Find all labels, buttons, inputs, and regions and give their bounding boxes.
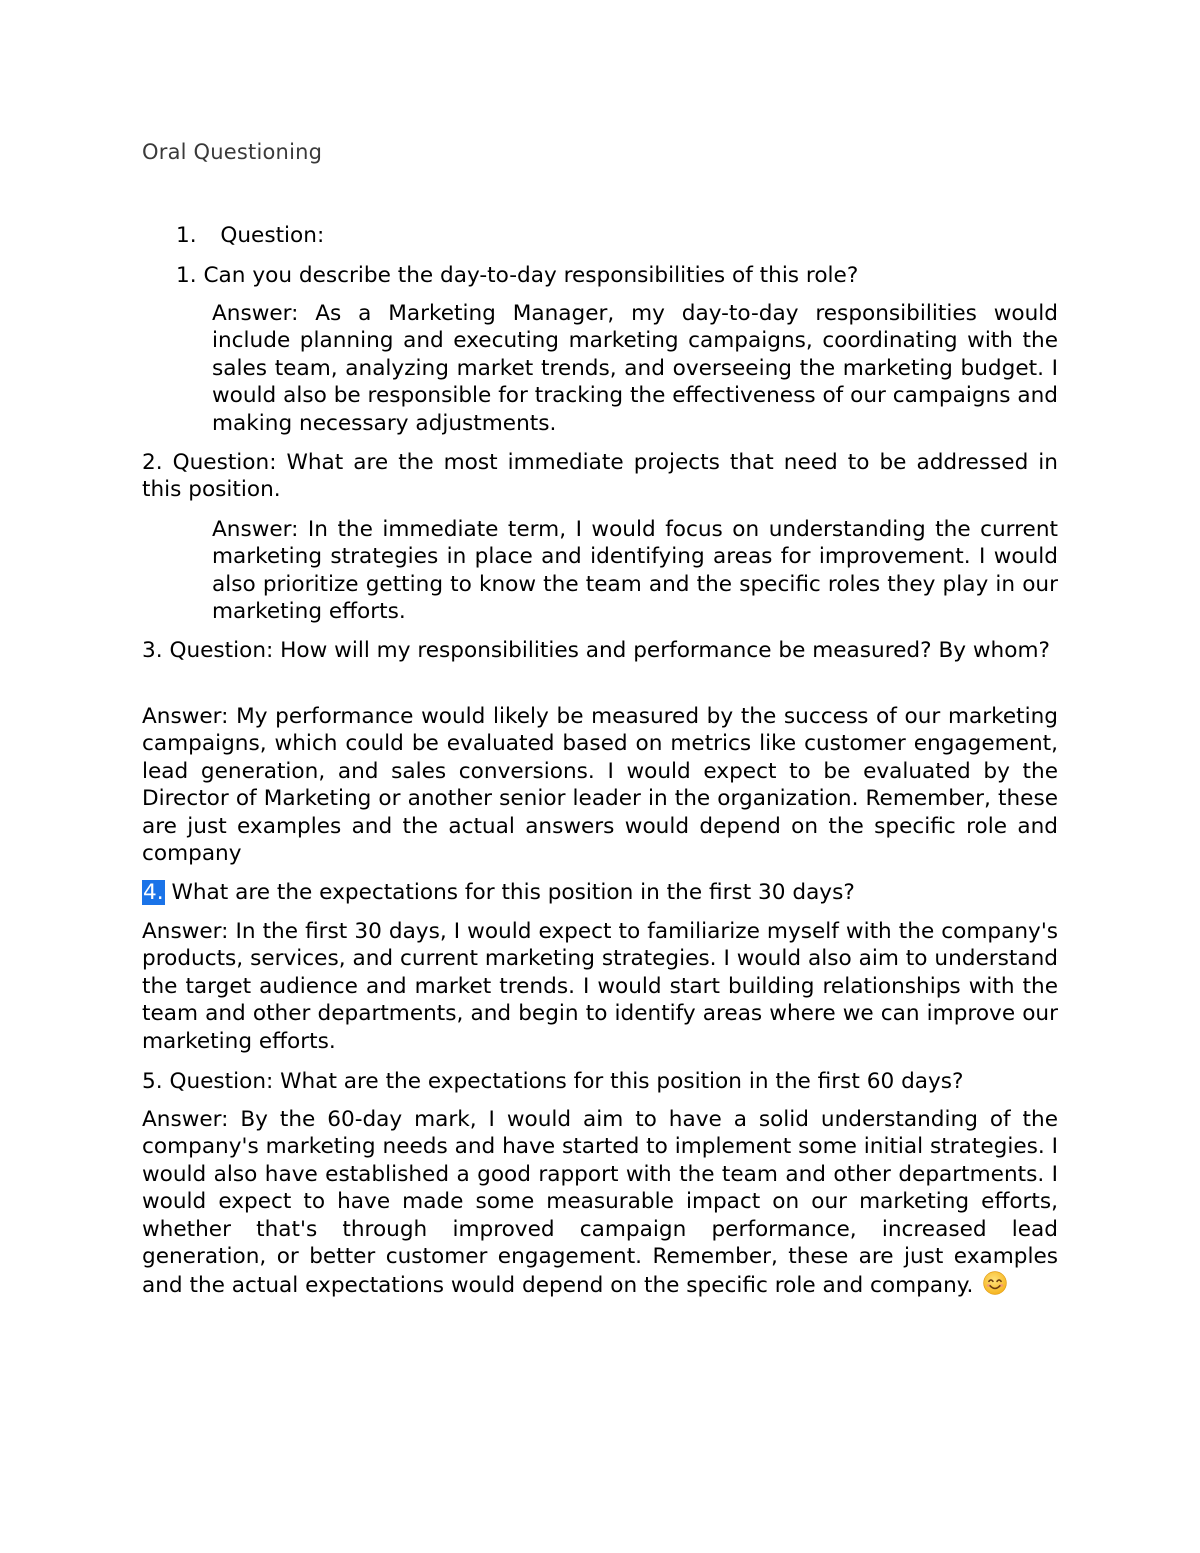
question-3: 3. Question: How will my responsibilities and performance be measured? By whom? — [142, 638, 1050, 663]
question-1 — [176, 262, 858, 289]
list-heading-text: Question: — [220, 223, 325, 248]
smiling-face-icon — [982, 1270, 1008, 1296]
question-5: 5. Question: What are the expectations for this position in the first 60 days? — [142, 1069, 964, 1094]
question-4-text: What are the expectations for this position in the first 30 days? — [171, 880, 855, 905]
question-4-number-highlight[interactable]: 4. — [143, 880, 164, 905]
answer-2: Answer: In the immediate term, I would focus on understanding the current marketing strategies in place and identifying areas for improvement. I would also prioritize getting to know the team and the specific roles they play in our marketing efforts. — [212, 517, 1058, 625]
answer-3: Answer: My performance would likely be measured by the success of our marketing campaigns, which could be evaluated based on metrics like customer engagement, lead generation, and sales conversions. I would expect to be evaluated by the Director of Marketing or another senior leader in the organization. Remember, these are just examples and the actual answers would depend on the specific role and company — [142, 704, 1058, 867]
list-heading-number: 1. — [176, 223, 197, 248]
document-title: Oral Questioning — [142, 140, 323, 164]
question-4 — [142, 879, 1058, 906]
answer-4: Answer: In the first 30 days, I would expect to familiarize myself with the company's products, services, and current marketing strategies. I would also aim to understand the target audience and market trends. I would start building relationships with the team and other departments, and begin to identify areas where we can improve our marketing efforts. — [142, 919, 1058, 1054]
question-1-number: 1. — [176, 263, 197, 288]
answer-1: Answer: As a Marketing Manager, my day-to-day responsibilities would include planning and executing marketing campaigns, coordinating with the sales team, analyzing market trends, and overseeing the marketing budget. I would also be responsible for tracking the effectiveness of our campaigns and making necessary adjustments. — [212, 301, 1058, 436]
question-1-text: Can you describe the day-to-day responsibilities of this role? — [203, 263, 859, 288]
question-2: 2. Question: What are the most immediate projects that need to be addressed in this position. — [142, 450, 1058, 503]
list-heading — [176, 222, 1022, 249]
answer-5-text: Answer: By the 60-day mark, I would aim to have a solid understanding of the company's marketing needs and have started to implement some initial strategies. I would also have established a good rapport with the team and other departments. I would expect to have made some measurable impact on our marketing efforts, whether that's through improved campaign performance, increased lead generation, or better customer engagement. Remember, these are just examples and the actual expectations would depend on the specific role and company. — [142, 1107, 1058, 1299]
answer-5 — [142, 1106, 1058, 1300]
